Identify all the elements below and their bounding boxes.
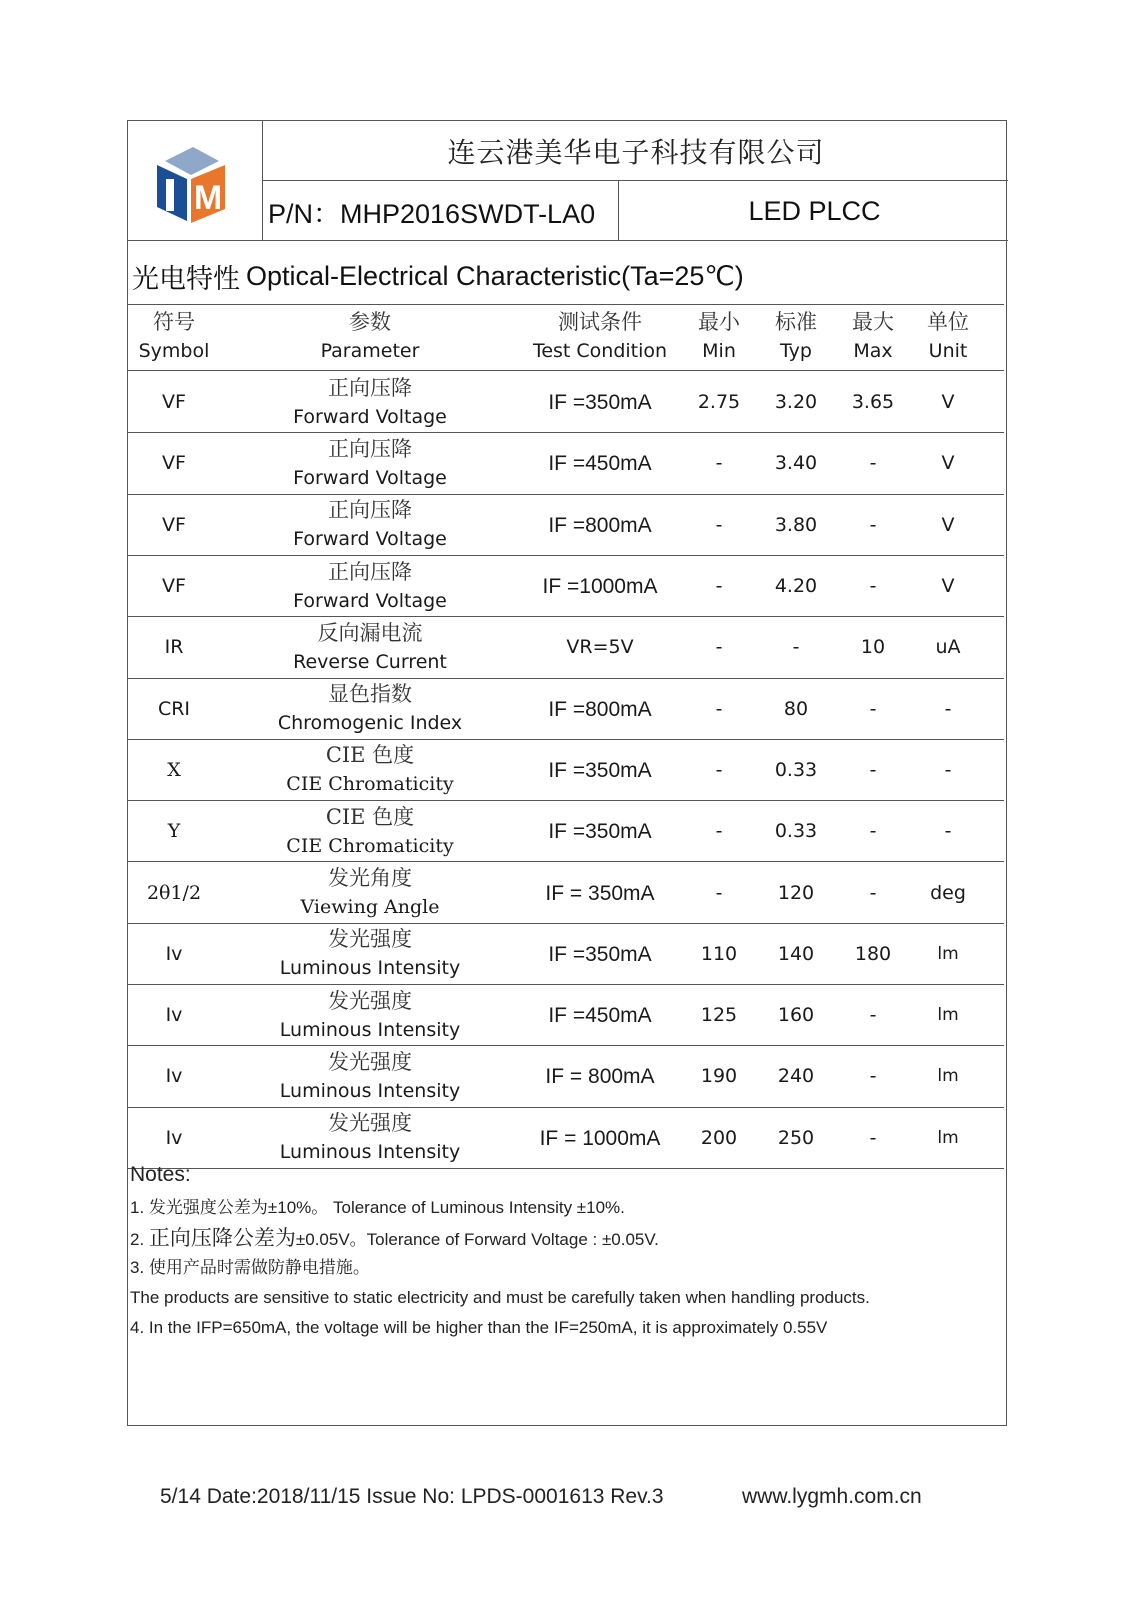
symbol-cell: IR xyxy=(164,636,184,659)
column-header-en: Max xyxy=(853,340,893,362)
unit-cell: lm xyxy=(937,1127,959,1148)
symbol-cell: Iv xyxy=(165,1065,183,1088)
parameter-zh: 显色指数 xyxy=(328,682,412,707)
parameter-en: Forward Voltage xyxy=(293,528,447,551)
parameter-en: Forward Voltage xyxy=(293,466,447,489)
parameter-en: Luminous Intensity xyxy=(279,957,461,980)
min-cell: - xyxy=(715,820,723,843)
symbol-cell: Iv xyxy=(165,1004,183,1027)
symbol-cell: Iv xyxy=(165,1126,183,1149)
condition-cell: IF = 350mA xyxy=(545,881,655,905)
max-cell: - xyxy=(869,1126,877,1149)
section-title xyxy=(132,251,744,301)
condition-cell: IF =350mA xyxy=(548,758,652,782)
typ-cell: - xyxy=(792,636,800,659)
symbol-cell: 2θ1/2 xyxy=(146,881,202,904)
notes xyxy=(130,1163,1000,1343)
parameter-zh: 反向漏电流 xyxy=(317,620,423,645)
parameter-cell xyxy=(220,372,520,433)
part-number: P/N：MHP2016SWDT-LA0 xyxy=(268,198,596,229)
logo-top-face xyxy=(165,147,219,175)
parameter-en: Viewing Angle xyxy=(300,896,440,919)
max-cell: 10 xyxy=(860,636,886,659)
note-3-number: 3. xyxy=(130,1258,149,1277)
parameter-en: Luminous Intensity xyxy=(279,1018,461,1041)
parameter-cell xyxy=(220,556,520,617)
max-cell: - xyxy=(869,758,877,781)
pn-divider xyxy=(618,180,619,241)
parameter-en: Reverse Current xyxy=(293,650,447,673)
parameter-cell xyxy=(220,495,520,556)
min-cell: - xyxy=(715,575,723,598)
logo-letter: M xyxy=(193,179,223,217)
parameter-zh: CIE 色度 xyxy=(325,804,415,829)
typ-cell: 3.40 xyxy=(774,452,818,475)
header-divider-vertical xyxy=(262,121,263,241)
note-1-number: 1. xyxy=(130,1198,149,1217)
max-cell: - xyxy=(869,513,877,536)
condition-cell: VR=5V xyxy=(566,636,634,659)
min-cell: - xyxy=(715,697,723,720)
condition-cell: IF =350mA xyxy=(548,820,652,844)
column-header-en: Parameter xyxy=(320,340,420,362)
parameter-zh: 发光强度 xyxy=(328,1111,412,1136)
unit-cell: lm xyxy=(937,943,959,964)
column-header-zh: 最小 xyxy=(698,310,740,334)
logo-i-stroke xyxy=(166,179,174,211)
column-header-en: Typ xyxy=(780,340,812,362)
parameter-zh: 发光角度 xyxy=(328,866,412,891)
parameter-cell xyxy=(220,924,520,985)
min-cell: 2.75 xyxy=(697,391,741,414)
condition-cell: IF = 1000mA xyxy=(539,1126,661,1150)
symbol-cell: VF xyxy=(162,452,186,475)
parameter-en: Chromogenic Index xyxy=(277,712,463,735)
note-2 xyxy=(130,1223,1000,1253)
max-cell: - xyxy=(869,1065,877,1088)
note-1-zh: 发光强度公差为 xyxy=(148,1198,268,1218)
column-header-zh: 单位 xyxy=(927,310,969,334)
column-header-zh: 参数 xyxy=(349,310,391,334)
footer-issue-info: 5/14 Date:2018/11/15 Issue No: LPDS-0001613 Rev.3 xyxy=(160,1485,664,1508)
max-cell: - xyxy=(869,1004,877,1027)
table-rule xyxy=(128,304,1004,305)
note-4: 4. In the IFP=650mA, the voltage will be higher than the IF=250mA, it is approximately 0.55V xyxy=(130,1318,828,1337)
parameter-en: Luminous Intensity xyxy=(279,1079,461,1102)
company-name: 连云港美华电子科技有限公司 xyxy=(447,136,825,169)
table-rule xyxy=(128,370,1004,371)
note-1 xyxy=(130,1193,1000,1223)
parameter-cell xyxy=(220,679,520,740)
symbol-cell: CRI xyxy=(157,697,191,720)
column-header xyxy=(128,306,220,368)
condition-cell: IF =450mA xyxy=(548,452,652,476)
header-bottom-rule xyxy=(128,240,1008,241)
max-cell: - xyxy=(869,575,877,598)
unit-cell: V xyxy=(941,391,955,414)
unit-cell: V xyxy=(941,513,955,536)
typ-cell: 0.33 xyxy=(774,758,818,781)
unit-cell: - xyxy=(944,820,952,843)
typ-cell: 3.20 xyxy=(774,391,818,414)
typ-cell: 0.33 xyxy=(774,820,818,843)
note-3-zh: 使用产品时需做防静电措施。 xyxy=(148,1258,370,1278)
column-header xyxy=(834,306,912,368)
unit-cell: lm xyxy=(937,1066,959,1087)
parameter-en: CIE Chromaticity xyxy=(286,834,454,857)
parameter-zh: 正向压降 xyxy=(328,375,412,400)
typ-cell: 240 xyxy=(777,1065,815,1088)
unit-cell: - xyxy=(944,697,952,720)
min-cell: 190 xyxy=(700,1065,738,1088)
max-cell: - xyxy=(869,452,877,475)
parameter-zh: 发光强度 xyxy=(328,927,412,952)
parameter-zh: 发光强度 xyxy=(328,988,412,1013)
column-header xyxy=(520,306,680,368)
column-header-zh: 标准 xyxy=(775,310,817,334)
note-3-english: The products are sensitive to static electricity and must be carefully taken when handling products. xyxy=(130,1288,870,1307)
column-header xyxy=(912,306,984,368)
note-3 xyxy=(130,1253,1000,1283)
min-cell: - xyxy=(715,881,723,904)
symbol-cell: VF xyxy=(162,391,186,414)
unit-cell: - xyxy=(944,758,952,781)
condition-cell: IF =1000mA xyxy=(542,575,658,599)
unit-cell: V xyxy=(941,452,955,475)
column-header-en: Min xyxy=(702,340,736,362)
typ-cell: 4.20 xyxy=(774,575,818,598)
parameter-en: Forward Voltage xyxy=(293,405,447,428)
parameter-en: Luminous Intensity xyxy=(279,1141,461,1164)
column-header xyxy=(680,306,758,368)
symbol-cell: VF xyxy=(162,575,186,598)
note-1-text: ±10%。 Tolerance of Luminous Intensity ±10%. xyxy=(267,1198,625,1217)
symbol-cell: VF xyxy=(162,513,186,536)
parameter-zh: 发光强度 xyxy=(328,1049,412,1074)
typ-cell: 120 xyxy=(777,881,815,904)
column-header-en: Symbol xyxy=(138,340,210,362)
min-cell: - xyxy=(715,758,723,781)
column-header xyxy=(220,306,520,368)
parameter-cell xyxy=(220,985,520,1046)
typ-cell: 140 xyxy=(777,942,815,965)
typ-cell: 160 xyxy=(777,1004,815,1027)
note-2-number: 2. xyxy=(130,1230,149,1249)
package-type: LED PLCC xyxy=(748,195,881,226)
condition-cell: IF = 800mA xyxy=(545,1065,655,1089)
min-cell: - xyxy=(715,636,723,659)
condition-cell: IF =350mA xyxy=(548,942,652,966)
parameter-cell xyxy=(220,801,520,862)
max-cell: 180 xyxy=(854,942,892,965)
condition-cell: IF =450mA xyxy=(548,1004,652,1028)
parameter-zh: 正向压降 xyxy=(328,498,412,523)
condition-cell: IF =350mA xyxy=(548,391,652,415)
typ-cell: 250 xyxy=(777,1126,815,1149)
symbol-cell: Iv xyxy=(165,942,183,965)
column-header xyxy=(758,306,834,368)
parameter-zh: CIE 色度 xyxy=(325,743,415,768)
section-title-en: Optical-Electrical Characteristic(Ta=25℃) xyxy=(246,260,744,291)
max-cell: 3.65 xyxy=(851,391,895,414)
company-logo xyxy=(153,139,231,225)
column-header-zh: 最大 xyxy=(852,310,894,334)
unit-cell: deg xyxy=(930,881,966,904)
min-cell: 110 xyxy=(700,942,738,965)
parameter-cell xyxy=(220,1108,520,1169)
parameter-en: Forward Voltage xyxy=(293,589,447,612)
parameter-cell xyxy=(220,617,520,678)
spec-sheet-frame xyxy=(127,120,1007,1426)
footer-website[interactable]: www.lygmh.com.cn xyxy=(742,1485,922,1508)
unit-cell: lm xyxy=(937,1005,959,1026)
max-cell: - xyxy=(869,881,877,904)
column-header-zh: 测试条件 xyxy=(558,310,642,334)
unit-cell: uA xyxy=(935,636,961,659)
column-header-zh: 符号 xyxy=(153,310,195,334)
min-cell: - xyxy=(715,452,723,475)
note-2-zh: 正向压降公差为 xyxy=(148,1226,296,1250)
typ-cell: 3.80 xyxy=(774,513,818,536)
note-2-text: ±0.05V。Tolerance of Forward Voltage : ±0.05V. xyxy=(295,1230,659,1249)
typ-cell: 80 xyxy=(783,697,809,720)
condition-cell: IF =800mA xyxy=(548,513,652,537)
min-cell: 200 xyxy=(700,1126,738,1149)
min-cell: - xyxy=(715,513,723,536)
unit-cell: V xyxy=(941,575,955,598)
symbol-cell: X xyxy=(167,758,181,781)
parameter-zh: 正向压降 xyxy=(328,436,412,461)
column-header-en: Unit xyxy=(928,340,968,362)
parameter-zh: 正向压降 xyxy=(328,559,412,584)
parameter-cell xyxy=(220,740,520,801)
parameter-cell xyxy=(220,433,520,494)
min-cell: 125 xyxy=(700,1004,738,1027)
max-cell: - xyxy=(869,697,877,720)
max-cell: - xyxy=(869,820,877,843)
parameter-en: CIE Chromaticity xyxy=(286,773,454,796)
symbol-cell: Y xyxy=(167,820,181,843)
parameter-cell xyxy=(220,1046,520,1107)
column-header-en: Test Condition xyxy=(532,340,668,362)
condition-cell: IF =800mA xyxy=(548,697,652,721)
section-title-zh: 光电特性 xyxy=(132,263,240,295)
parameter-cell xyxy=(220,862,520,923)
notes-title: Notes: xyxy=(130,1163,191,1186)
